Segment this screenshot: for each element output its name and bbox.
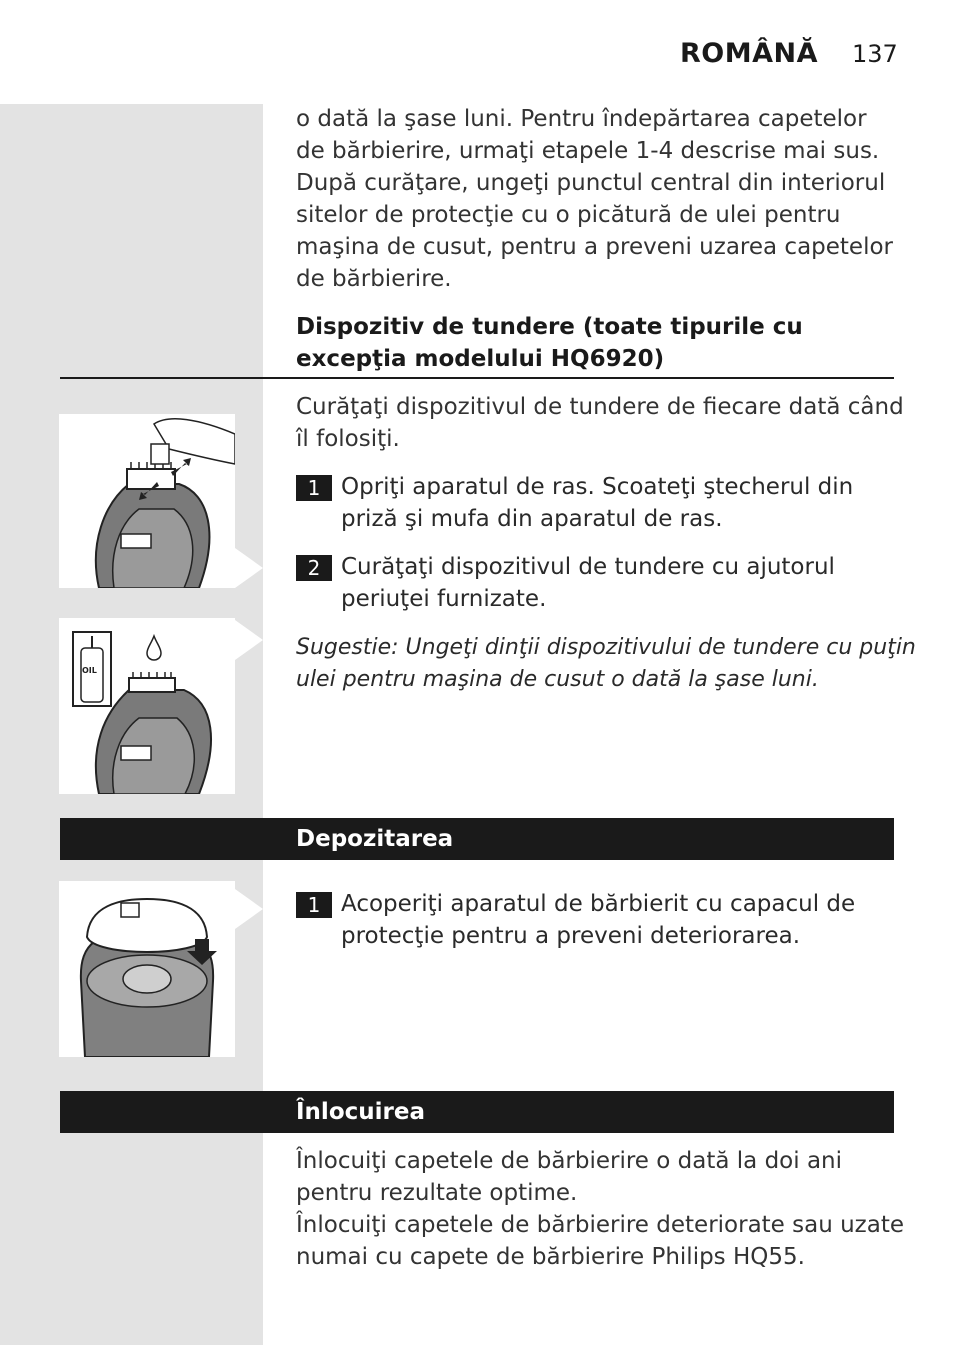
replacement-section-bar <box>60 1091 894 1133</box>
step-text: protecţie pentru a preveni deteriorarea. <box>341 923 801 949</box>
intro-line: maşina de cusut, pentru a preveni uzarea capetelor <box>296 234 894 260</box>
storage-heading: Depozitarea <box>296 826 454 852</box>
storage-cap-illustration <box>59 881 235 1057</box>
illustration-pointer <box>235 548 263 588</box>
trimmer-oil-illustration <box>59 618 235 794</box>
step-text: periuţei furnizate. <box>341 586 547 612</box>
tip-line: ulei pentru maşina de cusut o dată la şase luni. <box>296 667 819 692</box>
replacement-line: numai cu capete de bărbierire Philips HQ55. <box>296 1244 805 1270</box>
step-text: Opriţi aparatul de ras. Scoateţi ştecherul din <box>341 474 854 500</box>
replacement-line: pentru rezultate optime. <box>296 1180 578 1206</box>
replacement-line: Înlocuiţi capetele de bărbierire deteriorate sau uzate <box>296 1212 905 1238</box>
trimmer-brush-illustration <box>59 414 235 588</box>
illustration-pointer <box>235 889 263 929</box>
page-number: 137 <box>852 40 898 68</box>
language-heading: ROMÂNĂ <box>680 38 818 69</box>
trimmer-heading-line: excepţia modelului HQ6920) <box>296 346 665 372</box>
intro-line: După curăţare, ungeţi punctul central din interiorul <box>296 170 886 196</box>
oil-bottle-label: OIL <box>82 666 97 675</box>
storage-section-bar <box>60 818 894 860</box>
replacement-line: Înlocuiţi capetele de bărbierire o dată la doi ani <box>296 1148 843 1174</box>
trimmer-heading-line: Dispozitiv de tundere (toate tipurile cu <box>296 314 803 340</box>
section-divider <box>60 377 894 379</box>
intro-line: de bărbierire. <box>296 266 452 292</box>
trimmer-intro-line: Curăţaţi dispozitivul de tundere de fiecare dată când <box>296 394 904 420</box>
step-text: priză şi mufa din aparatul de ras. <box>341 506 723 532</box>
illustration-pointer <box>235 620 263 660</box>
intro-line: de bărbierire, urmaţi etapele 1-4 descrise mai sus. <box>296 138 880 164</box>
trimmer-intro-line: îl folosiţi. <box>296 426 400 452</box>
replacement-heading: Înlocuirea <box>296 1099 425 1125</box>
step-number-badge: 2 <box>296 555 332 581</box>
step-text: Curăţaţi dispozitivul de tundere cu ajutorul <box>341 554 835 580</box>
step-text: Acoperiţi aparatul de bărbierit cu capacul de <box>341 891 856 917</box>
step-number-badge: 1 <box>296 475 332 501</box>
tip-line: Sugestie: Ungeţi dinţii dispozitivului de tundere cu puţin <box>296 635 916 660</box>
intro-line: sitelor de protecţie cu o picătură de ulei pentru <box>296 202 841 228</box>
intro-line: o dată la şase luni. Pentru îndepărtarea capetelor <box>296 106 867 132</box>
step-number-badge: 1 <box>296 892 332 918</box>
